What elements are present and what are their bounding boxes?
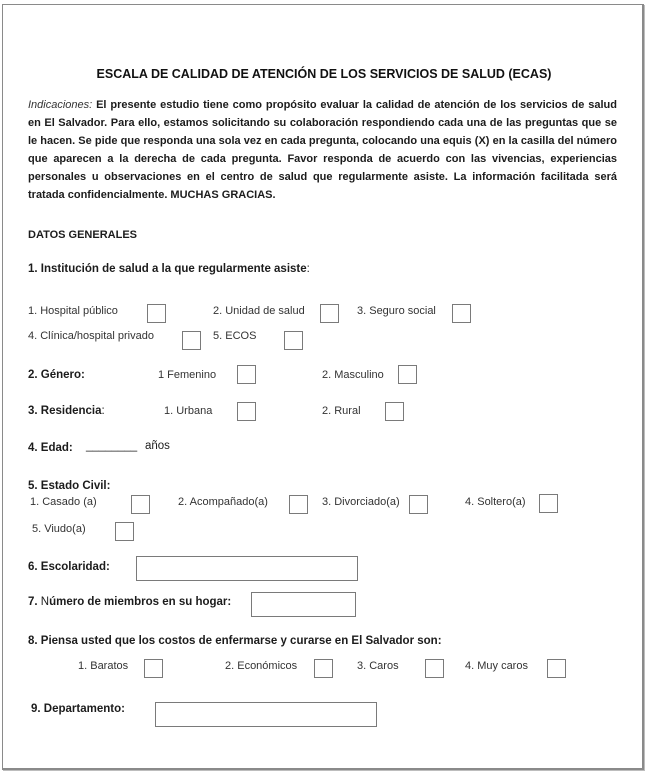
indications-text: El presente estudio tiene como propósito evaluar la calidad de atención de los servicios de salud en El Salvador. Para ello, estamos solicitando su colaboración respondiendo cada una de las preguntas que se le hacen. Se pide que responda una sola vez en cada pregunta, colocando una equis (X) en la casilla del número que aparecen a la derecha de cada pregunta. Favor responda de acuerdo con las vivencias, experiencias personales u observaciones en el centro de salud que regularmente asiste. La información facilitada será tratada confidencialmente. MUCHAS GRACIAS. [28,99,617,202]
q3-label [28,405,105,417]
q6-text: 6. Escolaridad: [28,561,110,573]
q4-text: 4. Edad: [28,442,73,454]
q8-option-checkbox[interactable] [547,659,566,678]
q9-label [31,703,125,715]
q1-option-label: 1. Hospital público [28,305,118,317]
q4-age-blank[interactable]: ________ [86,440,138,452]
q1-option-checkbox[interactable] [320,304,339,323]
q8-option-checkbox[interactable] [425,659,444,678]
q5-option-checkbox[interactable] [131,495,150,514]
q8-option-label: 3. Caros [357,660,399,672]
q3-option-label: 1. Urbana [164,405,213,417]
q5-text: 5. Estado Civil: [28,480,111,492]
q3-option-checkbox[interactable] [237,402,256,421]
indications-paragraph [28,96,617,205]
q3-suffix: : [101,405,105,417]
q1-option-label: 5. ECOS [213,330,257,342]
q1-option-label: 2. Unidad de salud [213,305,305,317]
q1-option-checkbox[interactable] [147,304,166,323]
q5-option-label: 1. Casado (a) [30,496,97,508]
q1-suffix: : [306,263,310,275]
q5-option-label: 4. Soltero(a) [465,496,526,508]
document-title: ESCALA DE CALIDAD DE ATENCIÓN DE LOS SERVICIOS DE SALUD (ECAS) [96,67,552,81]
q5-option-label: 5. Viudo(a) [32,523,86,535]
q3-text: 3. Residencia [28,405,102,417]
section-title-datos-generales: DATOS GENERALES [28,229,137,241]
q8-label [28,635,442,647]
q7-household-members-input[interactable] [251,592,356,617]
q9-text: 9. Departamento: [31,703,125,715]
q7-text: úmero de miembros en su hogar: [49,596,232,608]
q5-option-checkbox[interactable] [409,495,428,514]
q8-option-label: 4. Muy caros [465,660,528,672]
q8-text: 8. Piensa usted que los costos de enfermarse y curarse en El Salvador son: [28,635,442,647]
q8-option-label: 2. Económicos [225,660,298,672]
q1-option-checkbox[interactable] [284,331,303,350]
q1-text: Institución de salud a la que regularmente asiste [37,263,307,275]
q1-option-label: 4. Clínica/hospital privado [28,330,154,342]
q5-option-checkbox[interactable] [289,495,308,514]
q2-text: 2. Género: [28,369,85,381]
q5-option-label: 3. Divorciado(a) [322,496,400,508]
q6-escolaridad-input[interactable] [136,556,358,581]
q1-label [28,263,310,275]
q2-option-checkbox[interactable] [237,365,256,384]
q8-option-checkbox[interactable] [144,659,163,678]
q8-option-checkbox[interactable] [314,659,333,678]
q7-label [28,596,231,608]
q1-number: 1. [28,263,38,275]
q5-option-checkbox[interactable] [539,494,558,513]
q2-label [28,369,85,381]
q3-option-checkbox[interactable] [385,402,404,421]
q1-option-checkbox[interactable] [452,304,471,323]
q2-option-label: 2. Masculino [322,369,384,381]
q2-option-checkbox[interactable] [398,365,417,384]
q1-option-label: 3. Seguro social [357,305,436,317]
q5-label [28,480,110,492]
q4-unit: años [145,440,170,452]
indications-label: Indicaciones: [28,99,93,111]
q8-option-label: 1. Baratos [78,660,129,672]
q5-option-label: 2. Acompañado(a) [178,496,268,508]
q6-label [28,561,110,573]
q7-number: 7. [28,596,38,608]
q7-prefix: N [37,596,50,608]
q2-option-label: 1 Femenino [158,369,217,381]
q3-option-label: 2. Rural [322,405,361,417]
q4-label [28,442,73,454]
q9-departamento-input[interactable] [155,702,377,727]
q5-option-checkbox[interactable] [115,522,134,541]
q1-option-checkbox[interactable] [182,331,201,350]
